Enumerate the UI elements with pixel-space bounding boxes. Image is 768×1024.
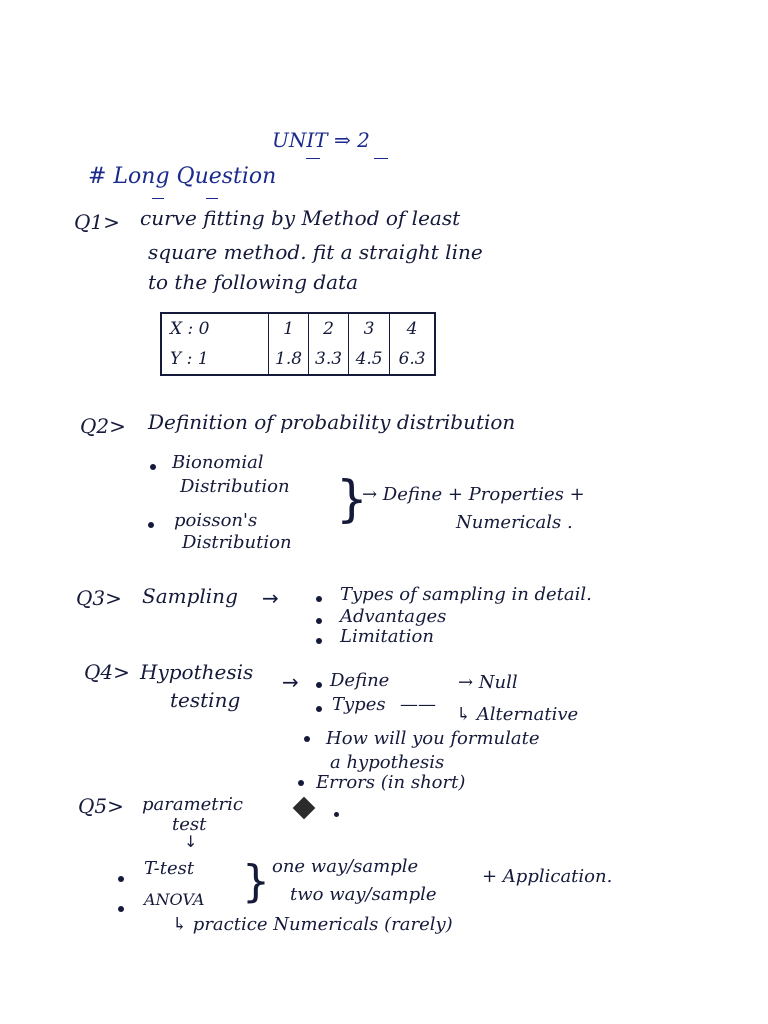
q2-title: Definition of probability distribution	[148, 410, 516, 434]
q5-title-1: parametric	[142, 794, 243, 815]
q5-item-anova: ANOVA	[144, 890, 205, 909]
q1-line-2: square method. fit a straight line	[148, 240, 483, 264]
brace-icon: }	[242, 856, 270, 907]
q4-item-define: Define	[330, 670, 390, 691]
bullet	[316, 618, 322, 624]
table-row	[161, 344, 435, 375]
q4-title-1: Hypothesis	[140, 660, 254, 684]
bullet	[316, 682, 322, 688]
q3-item-3: Limitation	[340, 626, 434, 647]
bullet	[304, 736, 310, 742]
q4-types-null: → Null	[458, 672, 518, 693]
q3-item-1: Types of sampling in detail.	[340, 584, 592, 605]
bullet	[316, 706, 322, 712]
q2-item-1a: Bionomial	[172, 452, 264, 473]
section-underline-1	[152, 198, 164, 199]
q5-number: Q5>	[78, 794, 124, 818]
q2-number: Q2>	[80, 414, 126, 438]
q4-title-2: testing	[170, 688, 241, 712]
q3-number: Q3>	[76, 586, 122, 610]
ink-blot-icon	[293, 797, 316, 820]
q1-number: Q1>	[74, 210, 120, 234]
bullet	[150, 464, 156, 470]
bullet	[118, 876, 124, 882]
q2-item-2a: poisson's	[174, 510, 258, 531]
q1-line-3: to the following data	[148, 270, 359, 294]
brace-icon: }	[336, 470, 368, 528]
table-row	[161, 313, 435, 344]
unit-heading: UNIT ⇒ 2	[272, 128, 370, 152]
table-cell: 3	[349, 313, 390, 344]
y-label: Y : 1	[170, 349, 209, 369]
bullet	[118, 906, 124, 912]
q2-item-2b: Distribution	[182, 532, 292, 553]
table-cell: 4.5	[349, 344, 390, 375]
q3-title: Sampling	[142, 584, 238, 608]
table-cell: 3.3	[309, 344, 349, 375]
data-table	[160, 312, 436, 376]
x-label: X : 0	[170, 319, 210, 339]
q5-practice: ↳ practice Numericals (rarely)	[172, 914, 453, 935]
q4-types-alternative: ↳ Alternative	[456, 704, 579, 725]
section-underline-2	[206, 198, 218, 199]
q5-item-ttest: T-test	[144, 858, 195, 879]
q4-item-hypothesis: a hypothesis	[330, 752, 445, 773]
q5-branch-1: one way/sample	[272, 856, 419, 877]
bullet	[298, 780, 304, 786]
arrow-right-icon: →	[282, 670, 299, 694]
q1-line-1: curve fitting by Method of least	[140, 206, 461, 230]
table-cell: 1	[269, 313, 309, 344]
q2-arrow-text: → Define + Properties +	[362, 484, 585, 505]
q4-item-types: Types	[332, 694, 386, 715]
stray-dot	[334, 812, 339, 817]
arrow-down-icon: ↓	[184, 832, 198, 851]
table-cell: 4	[390, 313, 436, 344]
bullet	[316, 638, 322, 644]
unit-number-underline	[374, 158, 388, 159]
q4-number: Q4>	[84, 660, 130, 684]
bullet	[316, 596, 322, 602]
q5-branch-2: two way/sample	[290, 884, 437, 905]
q3-item-2: Advantages	[340, 606, 447, 627]
types-connector: ——	[400, 694, 436, 715]
unit-underline	[306, 158, 320, 159]
q5-application: + Application.	[482, 866, 613, 887]
q2-item-1b: Distribution	[180, 476, 290, 497]
q5-title-2: test	[172, 814, 207, 835]
q4-item-errors: Errors (in short)	[316, 772, 466, 793]
arrow-right-icon: →	[262, 586, 279, 610]
table-cell: 2	[309, 313, 349, 344]
q4-item-formulate: How will you formulate	[326, 728, 540, 749]
table-cell: 6.3	[390, 344, 436, 375]
table-cell: 1.8	[269, 344, 309, 375]
q2-arrow-text-2: Numericals .	[456, 512, 573, 533]
bullet	[148, 522, 154, 528]
section-heading: # Long Question	[88, 164, 277, 189]
